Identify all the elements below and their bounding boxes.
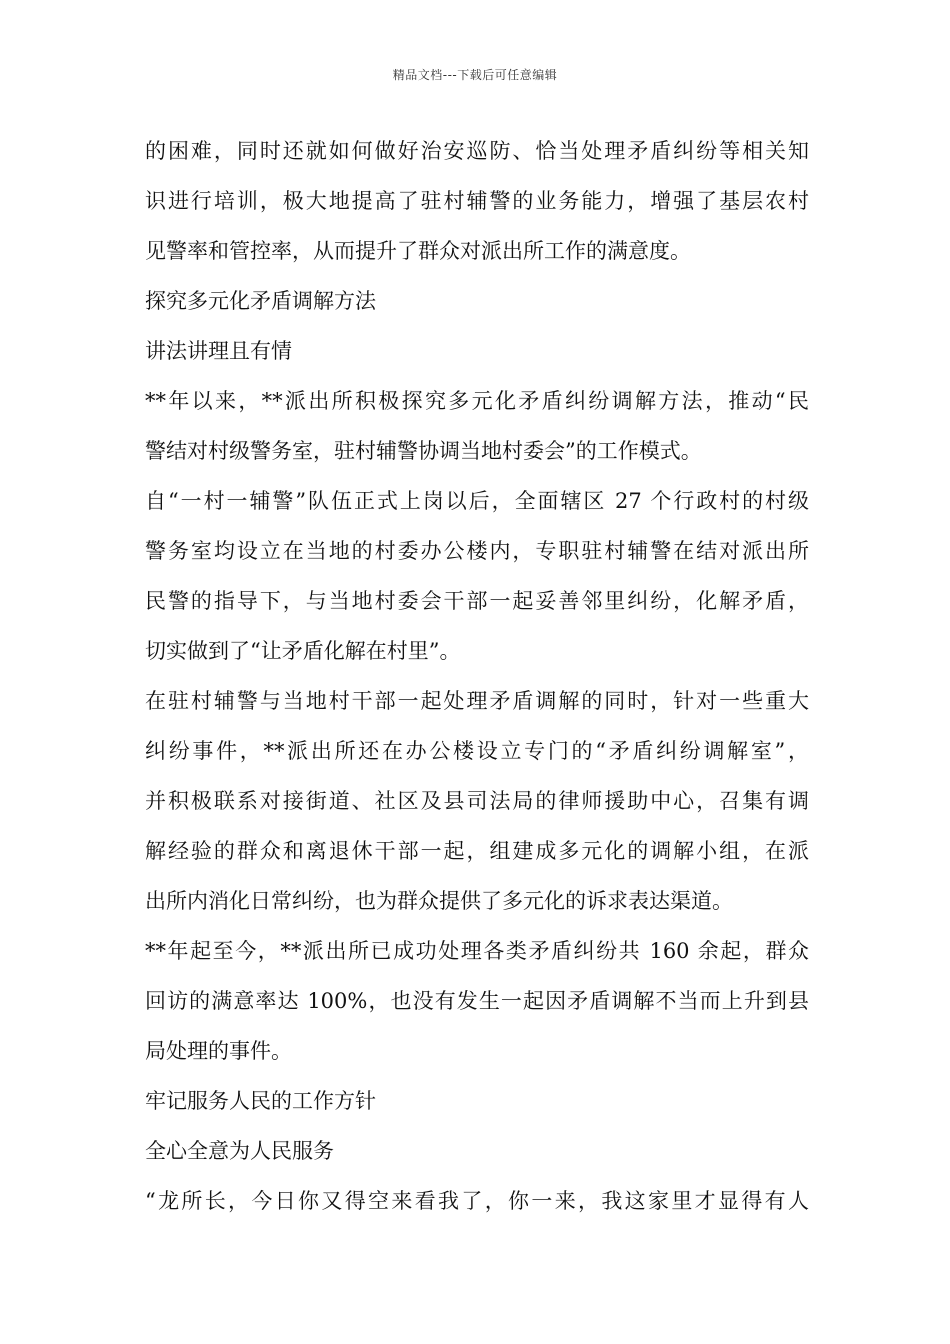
text-line: 并积极联系对接街道、社区及县司法局的律师援助中心，召集有调 — [145, 789, 809, 813]
text-line: 见警率和管控率，从而提升了群众对派出所工作的满意度。 — [145, 239, 691, 263]
text-line: 切实做到了“让矛盾化解在村里”。 — [145, 639, 461, 663]
text-line: **年起至今，**派出所已成功处理各类矛盾纠纷共 160 余起，群众 — [145, 939, 809, 963]
text-line: **年以来，**派出所积极探究多元化矛盾纠纷调解方法，推动“民 — [145, 389, 809, 413]
text-line: 识进行培训，极大地提高了驻村辅警的业务能力，增强了基层农村 — [145, 189, 809, 213]
text-line: 回访的满意率达 100%，也没有发生一起因矛盾调解不当而上升到县 — [145, 989, 809, 1013]
text-line: “龙所长，今日你又得空来看我了，你一来，我这家里才显得有人 — [145, 1189, 809, 1213]
text-line: 在驻村辅警与当地村干部一起处理矛盾调解的同时，针对一些重大 — [145, 689, 809, 713]
text-line: 警务室均设立在当地的村委办公楼内，专职驻村辅警在结对派出所 — [145, 539, 809, 563]
section-subheading: 全心全意为人民服务 — [145, 1139, 334, 1163]
section-heading: 探究多元化矛盾调解方法 — [145, 289, 376, 313]
page-header: 精品文档---下载后可任意编辑 — [392, 68, 558, 82]
text-line: 出所内消化日常纠纷，也为群众提供了多元化的诉求表达渠道。 — [145, 889, 733, 913]
text-line: 的困难，同时还就如何做好治安巡防、恰当处理矛盾纠纷等相关知 — [145, 139, 809, 163]
document-body — [145, 133, 809, 1233]
text-line: 解经验的群众和离退休干部一起，组建成多元化的调解小组，在派 — [145, 839, 809, 863]
text-line: 民警的指导下，与当地村委会干部一起妥善邻里纠纷，化解矛盾， — [145, 589, 809, 613]
text-line: 自“一村一辅警”队伍正式上岗以后，全面辖区 27 个行政村的村级 — [145, 489, 809, 513]
section-subheading: 讲法讲理且有情 — [145, 339, 292, 363]
text-line: 警结对村级警务室，驻村辅警协调当地村委会”的工作模式。 — [145, 439, 702, 463]
text-line: 纠纷事件，**派出所还在办公楼设立专门的“矛盾纠纷调解室”， — [145, 739, 809, 763]
section-heading: 牢记服务人民的工作方针 — [145, 1089, 376, 1113]
text-line: 局处理的事件。 — [145, 1039, 292, 1063]
